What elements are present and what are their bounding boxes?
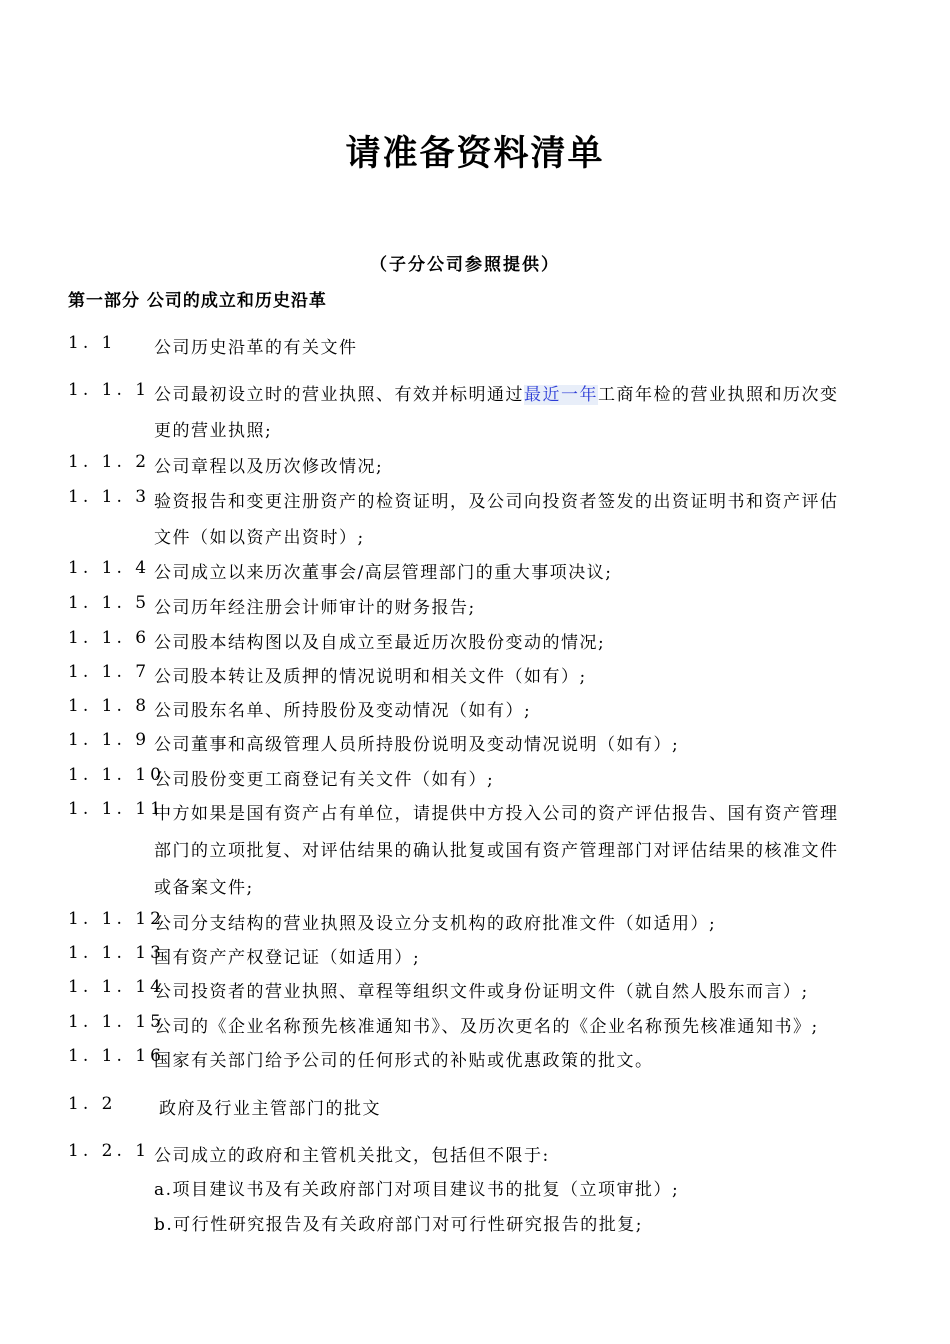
item-number: 1. 1. 6	[68, 628, 151, 648]
sub-item-b: b.可行性研究报告及有关政府部门对可行性研究报告的批复;	[154, 1215, 644, 1235]
item-number: 1. 1. 14	[68, 977, 165, 997]
section-number: 1. 1	[68, 333, 117, 353]
highlighted-text: 最近一年	[524, 385, 598, 405]
item-text: 国家有关部门给予公司的任何形式的补贴或优惠政策的批文。	[154, 1051, 654, 1071]
item-number: 1. 1. 11	[68, 799, 165, 819]
item-number: 1. 1. 2	[68, 452, 151, 472]
item-text: 国有资产产权登记证（如适用）;	[154, 948, 421, 968]
item-text: 公司成立以来历次董事会/高层管理部门的重大事项决议;	[154, 563, 613, 583]
item-text: 公司成立的政府和主管机关批文，包括但不限于:	[154, 1146, 550, 1166]
item-text: 公司历年经注册会计师审计的财务报告;	[154, 598, 476, 618]
item-text: 公司最初设立时的营业执照、有效并标明通过最近一年工商年检的营业执照和历次变	[154, 385, 839, 405]
item-number: 1. 1. 5	[68, 593, 151, 613]
item-text-continued: 部门的立项批复、对评估结果的确认批复或国有资产管理部门对评估结果的核准文件	[154, 841, 839, 861]
section-label: 政府及行业主管部门的批文	[159, 1099, 381, 1119]
part-heading: 第一部分 公司的成立和历史沿革	[68, 291, 327, 311]
item-number: 1. 1. 1	[68, 380, 151, 400]
sub-item-a: a.项目建议书及有关政府部门对项目建议书的批复（立项审批）;	[154, 1180, 680, 1200]
item-number: 1. 1. 8	[68, 696, 151, 716]
item-text: 公司股本结构图以及自成立至最近历次股份变动的情况;	[154, 633, 606, 653]
item-number: 1. 1. 7	[68, 662, 151, 682]
item-number: 1. 1. 10	[68, 765, 165, 785]
item-number: 1. 1. 13	[68, 943, 165, 963]
item-text: 公司股份变更工商登记有关文件（如有）;	[154, 770, 495, 790]
item-text-continued: 文件（如以资产出资时）;	[154, 528, 365, 548]
item-number: 1. 1. 3	[68, 487, 151, 507]
item-number: 1. 1. 9	[68, 730, 151, 750]
item-number: 1. 1. 15	[68, 1012, 165, 1032]
item-text: 公司章程以及历次修改情况;	[154, 457, 384, 477]
item-text-continued: 更的营业执照;	[154, 421, 273, 441]
item-number: 1. 2. 1	[68, 1141, 151, 1161]
item-text: 中方如果是国有资产占有单位，请提供中方投入公司的资产评估报告、国有资产管理	[154, 804, 839, 824]
item-number: 1. 1. 16	[68, 1046, 165, 1066]
item-text: 公司的《企业名称预先核准通知书》、及历次更名的《企业名称预先核准通知书》;	[154, 1017, 819, 1037]
section-number: 1. 2	[68, 1094, 117, 1114]
section-label: 公司历史沿革的有关文件	[154, 338, 358, 358]
item-number: 1. 1. 4	[68, 558, 151, 578]
item-text: 公司投资者的营业执照、章程等组织文件或身份证明文件（就自然人股东而言）;	[154, 982, 809, 1002]
document-title: 请准备资料清单	[345, 134, 605, 174]
item-text: 公司董事和高级管理人员所持股份说明及变动情况说明（如有）;	[154, 735, 680, 755]
item-text: 验资报告和变更注册资产的检资证明，及公司向投资者签发的出资证明书和资产评估	[154, 492, 839, 512]
item-text: 公司分支结构的营业执照及设立分支机构的政府批准文件（如适用）;	[154, 914, 717, 934]
item-text: 公司股东名单、所持股份及变动情况（如有）;	[154, 701, 532, 721]
document-subtitle: （子分公司参照提供）	[370, 255, 560, 275]
item-text: 公司股本转让及质押的情况说明和相关文件（如有）;	[154, 667, 587, 687]
item-number: 1. 1. 12	[68, 909, 165, 929]
item-text-continued: 或备案文件;	[154, 878, 254, 898]
